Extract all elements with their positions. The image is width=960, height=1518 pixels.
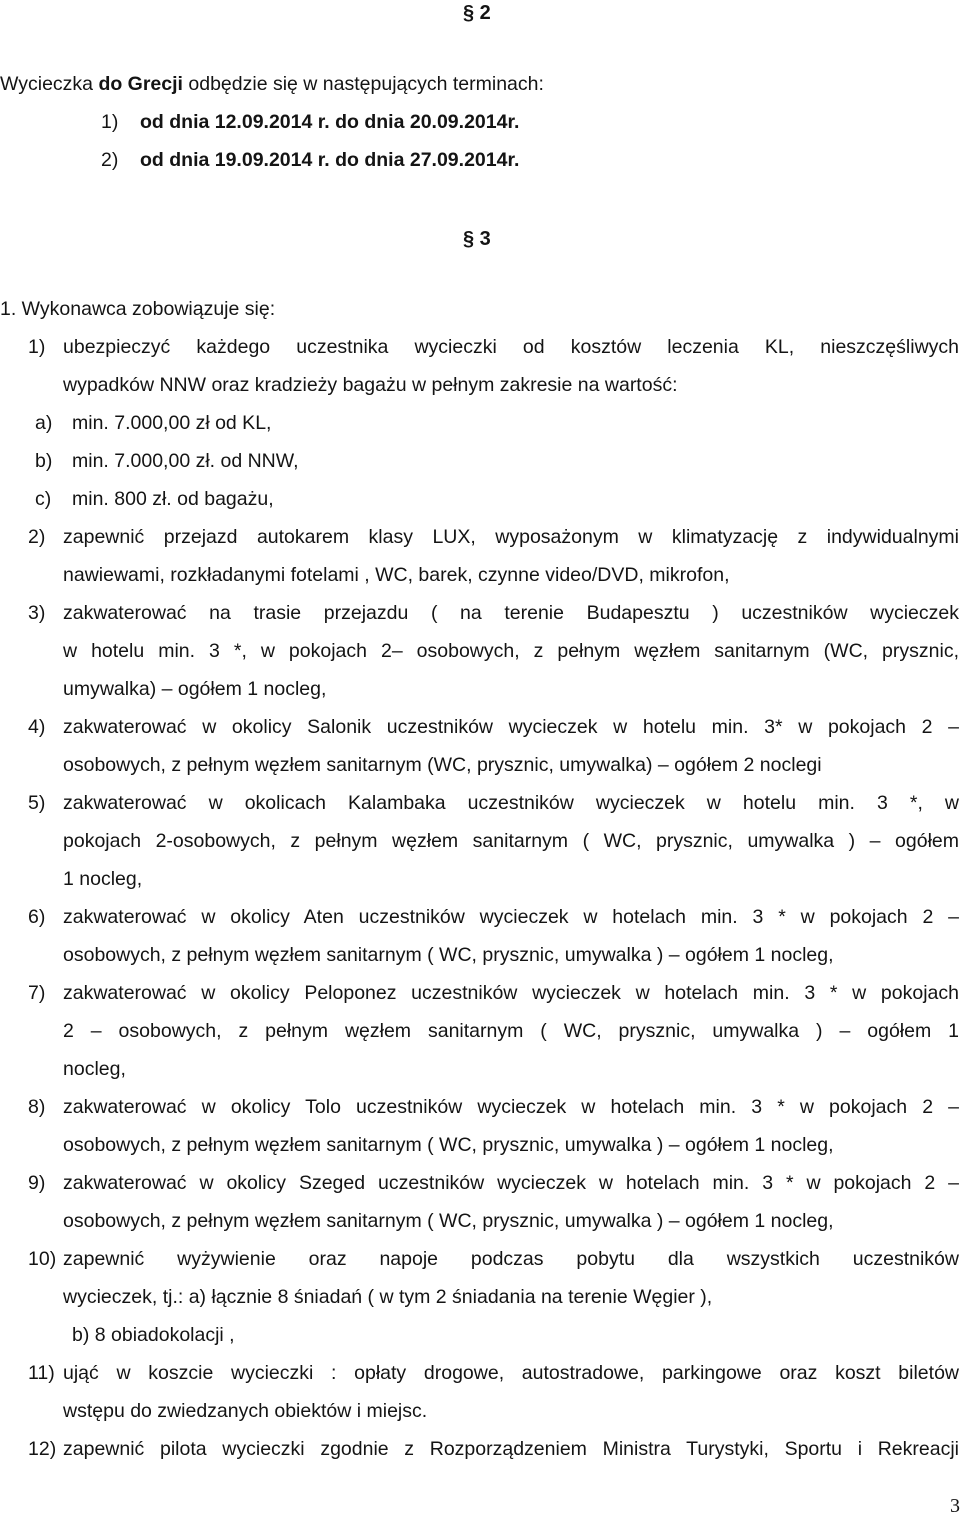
item-text: ubezpieczyć każdego uczestnika wycieczki od kosztów leczenia KL, nieszczęśliwych: [63, 336, 959, 358]
sub-item-text: min. 7.000,00 zł. od NNW,: [72, 450, 299, 472]
item-text: zakwaterować w okolicach Kalambaka uczestników wycieczek w hotelu min. 3 *, w: [63, 792, 959, 814]
item-text: wstępu do zwiedzanych obiektów i miejsc.: [63, 1400, 428, 1422]
list-item-line: [0, 822, 960, 860]
item-number: 11): [28, 1362, 55, 1384]
list-item-line: [0, 632, 960, 670]
item-text: nawiewami, rozkładanymi fotelami , WC, barek, czynne video/DVD, mikrofon,: [63, 564, 730, 586]
item-text: zakwaterować w okolicy Szeged uczestników wycieczek w hotelach min. 3 * w pokojach 2 –: [63, 1172, 959, 1194]
item-text: osobowych, z pełnym węzłem sanitarnym ( WC, prysznic, umywalka ) – ogółem 1 nocleg,: [63, 1210, 834, 1232]
item-number: 10): [28, 1248, 57, 1270]
date-label: 1): [101, 111, 119, 133]
item-text: wypadków NNW oraz kradzieży bagażu w pełnym zakresie na wartość:: [63, 374, 678, 396]
list-item-line: [0, 1126, 960, 1164]
item-text: osobowych, z pełnym węzłem sanitarnym ( WC, prysznic, umywalka ) – ogółem 1 nocleg,: [63, 1134, 834, 1156]
item-number: 1): [28, 336, 46, 358]
item-text: osobowych, z pełnym węzłem sanitarnym (WC, prysznic, umywalka) – ogółem 2 noclegi: [63, 754, 822, 776]
item-text: b) 8 obiadokolacji ,: [72, 1324, 235, 1346]
list-item-line: [0, 1392, 960, 1430]
date-item: [0, 141, 960, 179]
item-number: 5): [28, 792, 46, 814]
list-item-line: [0, 974, 960, 1012]
list-item-line: [0, 860, 960, 898]
list-item-line: [0, 1088, 960, 1126]
list-item-line: [0, 898, 960, 936]
sub-item: [0, 404, 960, 442]
intro-text-after: odbędzie się w następujących terminach:: [182, 73, 544, 95]
item-text: zapewnić przejazd autokarem klasy LUX, wyposażonym w klimatyzację z indywidualnymi: [63, 526, 959, 548]
item-text: zakwaterować w okolicy Tolo uczestników wycieczek w hotelach min. 3 * w pokojach 2 –: [63, 1096, 959, 1118]
item-text: 2 – osobowych, z pełnym węzłem sanitarnym ( WC, prysznic, umywalka ) – ogółem 1: [63, 1020, 959, 1042]
sub-item: [0, 442, 960, 480]
item-number: 6): [28, 906, 46, 928]
item-text: zakwaterować w okolicy Salonik uczestników wycieczek w hotelu min. 3* w pokojach 2 –: [63, 716, 959, 738]
list-item-line: [0, 1050, 960, 1088]
list-item-line: [0, 936, 960, 974]
item-text: zapewnić pilota wycieczki zgodnie z Rozporządzeniem Ministra Turystyki, Sportu i Rekreacji: [63, 1438, 959, 1460]
item-text: 1 nocleg,: [63, 868, 143, 890]
sub-item-label: c): [35, 488, 52, 510]
list-item-line: [0, 556, 960, 594]
item-text: ująć w koszcie wycieczki : opłaty drogowe, autostradowe, parkingowe oraz koszt biletów: [63, 1362, 959, 1384]
list-item-line: [0, 784, 960, 822]
item-number: 8): [28, 1096, 46, 1118]
item-text: w hotelu min. 3 *, w pokojach 2– osobowych, z pełnym węzłem sanitarnym (WC, prysznic,: [63, 640, 959, 662]
intro-destination: do Grecji: [98, 73, 183, 95]
list-item-line: [0, 1278, 960, 1316]
list-item-line: [0, 1430, 960, 1468]
list-item-line: [0, 708, 960, 746]
date-label: 2): [101, 149, 119, 171]
sub-item-label: a): [35, 412, 53, 434]
section-2-heading: § 2: [463, 2, 491, 24]
list-item-line: [0, 366, 960, 404]
item-text: umywalka) – ogółem 1 nocleg,: [63, 678, 327, 700]
item-number: 3): [28, 602, 46, 624]
list-item-line: [0, 1240, 960, 1278]
item-text: zakwaterować w okolicy Aten uczestników wycieczek w hotelach min. 3 * w pokojach 2 –: [63, 906, 959, 928]
date-text: od dnia 19.09.2014 r. do dnia 27.09.2014r.: [140, 149, 520, 171]
item-number: 9): [28, 1172, 46, 1194]
item-text: zakwaterować w okolicy Peloponez uczestników wycieczek w hotelach min. 3 * w pokojach: [63, 982, 959, 1004]
list-item-line: [0, 1202, 960, 1240]
page-number: 3: [950, 1495, 960, 1517]
point-1-title: 1. Wykonawca zobowiązuje się:: [0, 298, 276, 320]
intro-text-before: Wycieczka: [0, 73, 99, 95]
item-text: zapewnić wyżywienie oraz napoje podczas pobytu dla wszystkich uczestników: [63, 1248, 959, 1270]
item-text: wycieczek, tj.: a) łącznie 8 śniadań ( w tym 2 śniadania na terenie Węgier ),: [63, 1286, 713, 1308]
item-text: pokojach 2-osobowych, z pełnym węzłem sanitarnym ( WC, prysznic, umywalka ) – ogółem: [63, 830, 959, 852]
list-item-line: [0, 1354, 960, 1392]
item-number: 2): [28, 526, 46, 548]
item-number: 12): [28, 1438, 57, 1460]
list-item-line: [0, 746, 960, 784]
list-item-line: [0, 1316, 960, 1354]
list-item-line: [0, 518, 960, 556]
date-text: od dnia 12.09.2014 r. do dnia 20.09.2014r.: [140, 111, 520, 133]
item-text: nocleg,: [63, 1058, 126, 1080]
item-text: zakwaterować na trasie przejazdu ( na terenie Budapesztu ) uczestników wycieczek: [63, 602, 959, 624]
sub-item: [0, 480, 960, 518]
item-number: 4): [28, 716, 46, 738]
sub-item-text: min. 7.000,00 zł od KL,: [72, 412, 272, 434]
section-2-intro: [0, 65, 960, 103]
sub-item-label: b): [35, 450, 53, 472]
item-number: 7): [28, 982, 46, 1004]
list-item-line: [0, 1012, 960, 1050]
sub-item-text: min. 800 zł. od bagażu,: [72, 488, 274, 510]
item-text: osobowych, z pełnym węzłem sanitarnym ( WC, prysznic, umywalka ) – ogółem 1 nocleg,: [63, 944, 834, 966]
list-item-line: [0, 670, 960, 708]
date-item: [0, 103, 960, 141]
list-item-line: [0, 328, 960, 366]
section-3-heading: § 3: [463, 228, 491, 250]
list-item-line: [0, 594, 960, 632]
list-item-line: [0, 1164, 960, 1202]
